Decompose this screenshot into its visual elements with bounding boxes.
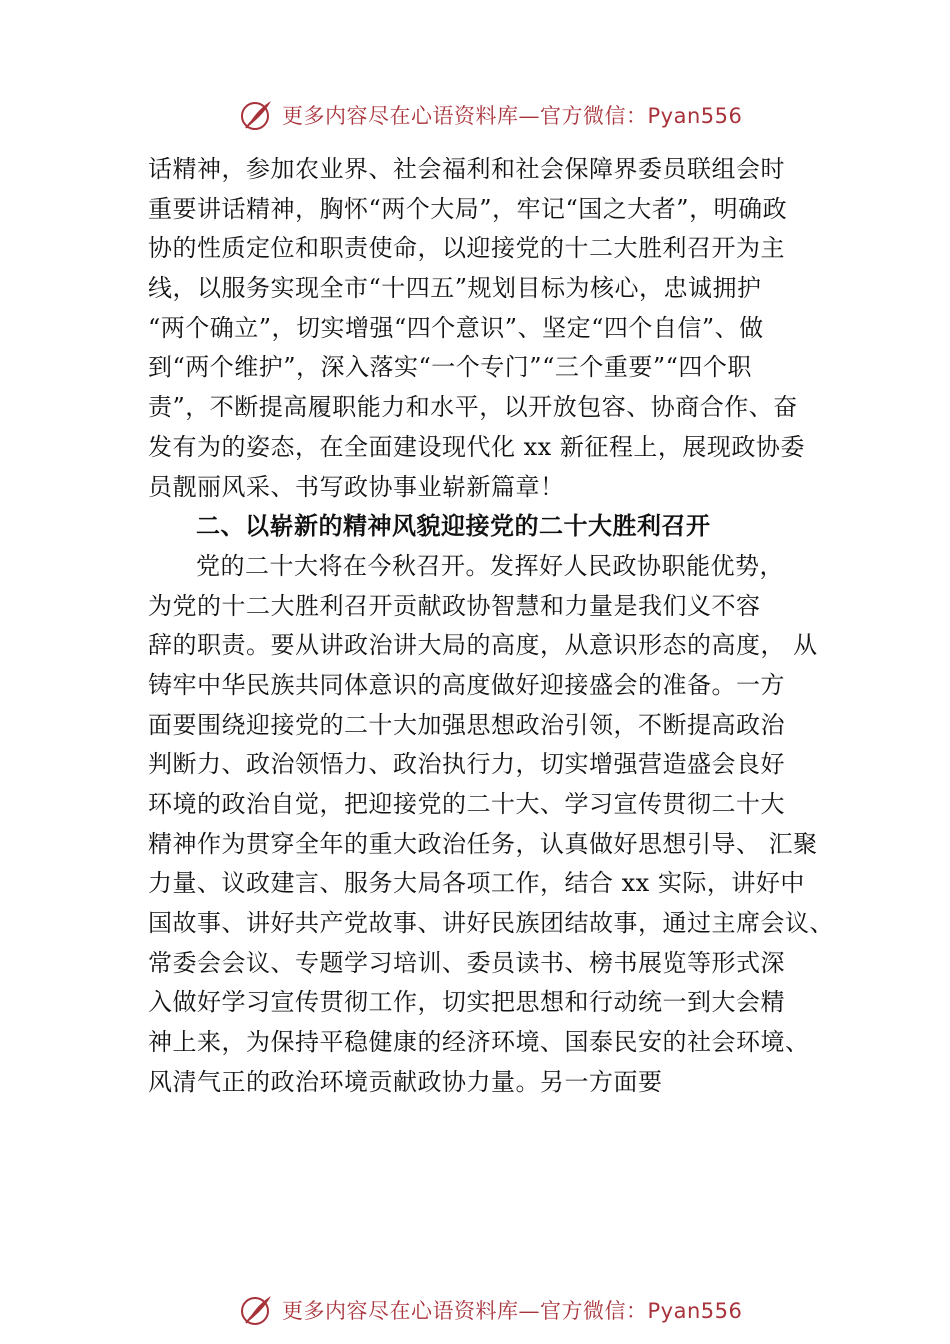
text-line: 辞的职责。要从讲政治讲大局的高度，从意识形态的高度， 从 [148,631,818,660]
quill-logo-icon [240,1293,274,1327]
text-line: 到“两个维护”，深入落实“一个专门”“三个重要”“四个职 [148,353,752,382]
text-line: 环境的政治自觉，把迎接党的二十大、学习宣传贯彻二十大 [148,790,785,818]
text-line: 铸牢中华民族共同体意识的高度做好迎接盛会的准备。一方 [148,670,785,699]
text-line: 员靓丽风采、书写政协事业崭新篇章！ [148,472,565,501]
text-line: 话精神，参加农业界、社会福利和社会保障界委员联组会时 [148,155,785,183]
text-line: 精神作为贯穿全年的重大政治任务，认真做好思想引导、 汇聚 [148,829,818,858]
document-body [148,150,838,1103]
watermark-text: 更多内容尽在心语资料库—官方微信：Pyan556 [282,1299,743,1323]
text-line: 发有为的姿态，在全面建设现代化 xx 新征程上，展现政协委 [148,432,805,461]
text-line: 判断力、政治领悟力、政治执行力，切实增强营造盛会良好 [148,750,785,779]
text-line: 入做好学习宣传贯彻工作，切实把思想和行动统一到大会精 [148,988,785,1017]
text-line: 面要围绕迎接党的二十大加强思想政治引领，不断提高政治 [148,710,785,739]
watermark-text: 更多内容尽在心语资料库—官方微信：Pyan556 [282,104,743,128]
text-line: 党的二十大将在今秋召开。发挥好人民政协职能优势， [196,551,784,580]
text-line: 协的性质定位和职责使命，以迎接党的十二大胜利召开为主 [148,234,785,263]
quill-logo-icon [240,98,274,132]
text-line: 线，以服务实现全市“十四五”规划目标为核心，忠诚拥护 [148,274,762,303]
text-line: 为党的十二大胜利召开贡献政协智慧和力量是我们义不容 [148,591,761,620]
text-line: “两个确立”，切实增强“四个意识”、坚定“四个自信”、做 [148,313,764,342]
section-heading: 二、以崭新的精神风貌迎接党的二十大胜利召开 [196,512,711,541]
footer-watermark [240,1290,760,1330]
text-line: 国故事、讲好共产党故事、讲好民族团结故事，通过主席会议、 [148,909,834,938]
text-line: 责”，不断提高履职能力和水平，以开放包容、协商合作、奋 [148,393,798,422]
text-line: 风清气正的政治环境贡献政协力量。另一方面要 [148,1067,663,1096]
text-line: 重要讲话精神，胸怀“两个大局”，牢记“国之大者”，明确政 [148,194,788,223]
header-watermark [240,95,760,135]
text-line: 力量、议政建言、服务大局各项工作，结合 xx 实际，讲好中 [148,869,805,898]
text-line: 常委会会议、专题学习培训、委员读书、榜书展览等形式深 [148,948,785,977]
text-line: 神上来，为保持平稳健康的经济环境、国泰民安的社会环境、 [148,1028,810,1057]
